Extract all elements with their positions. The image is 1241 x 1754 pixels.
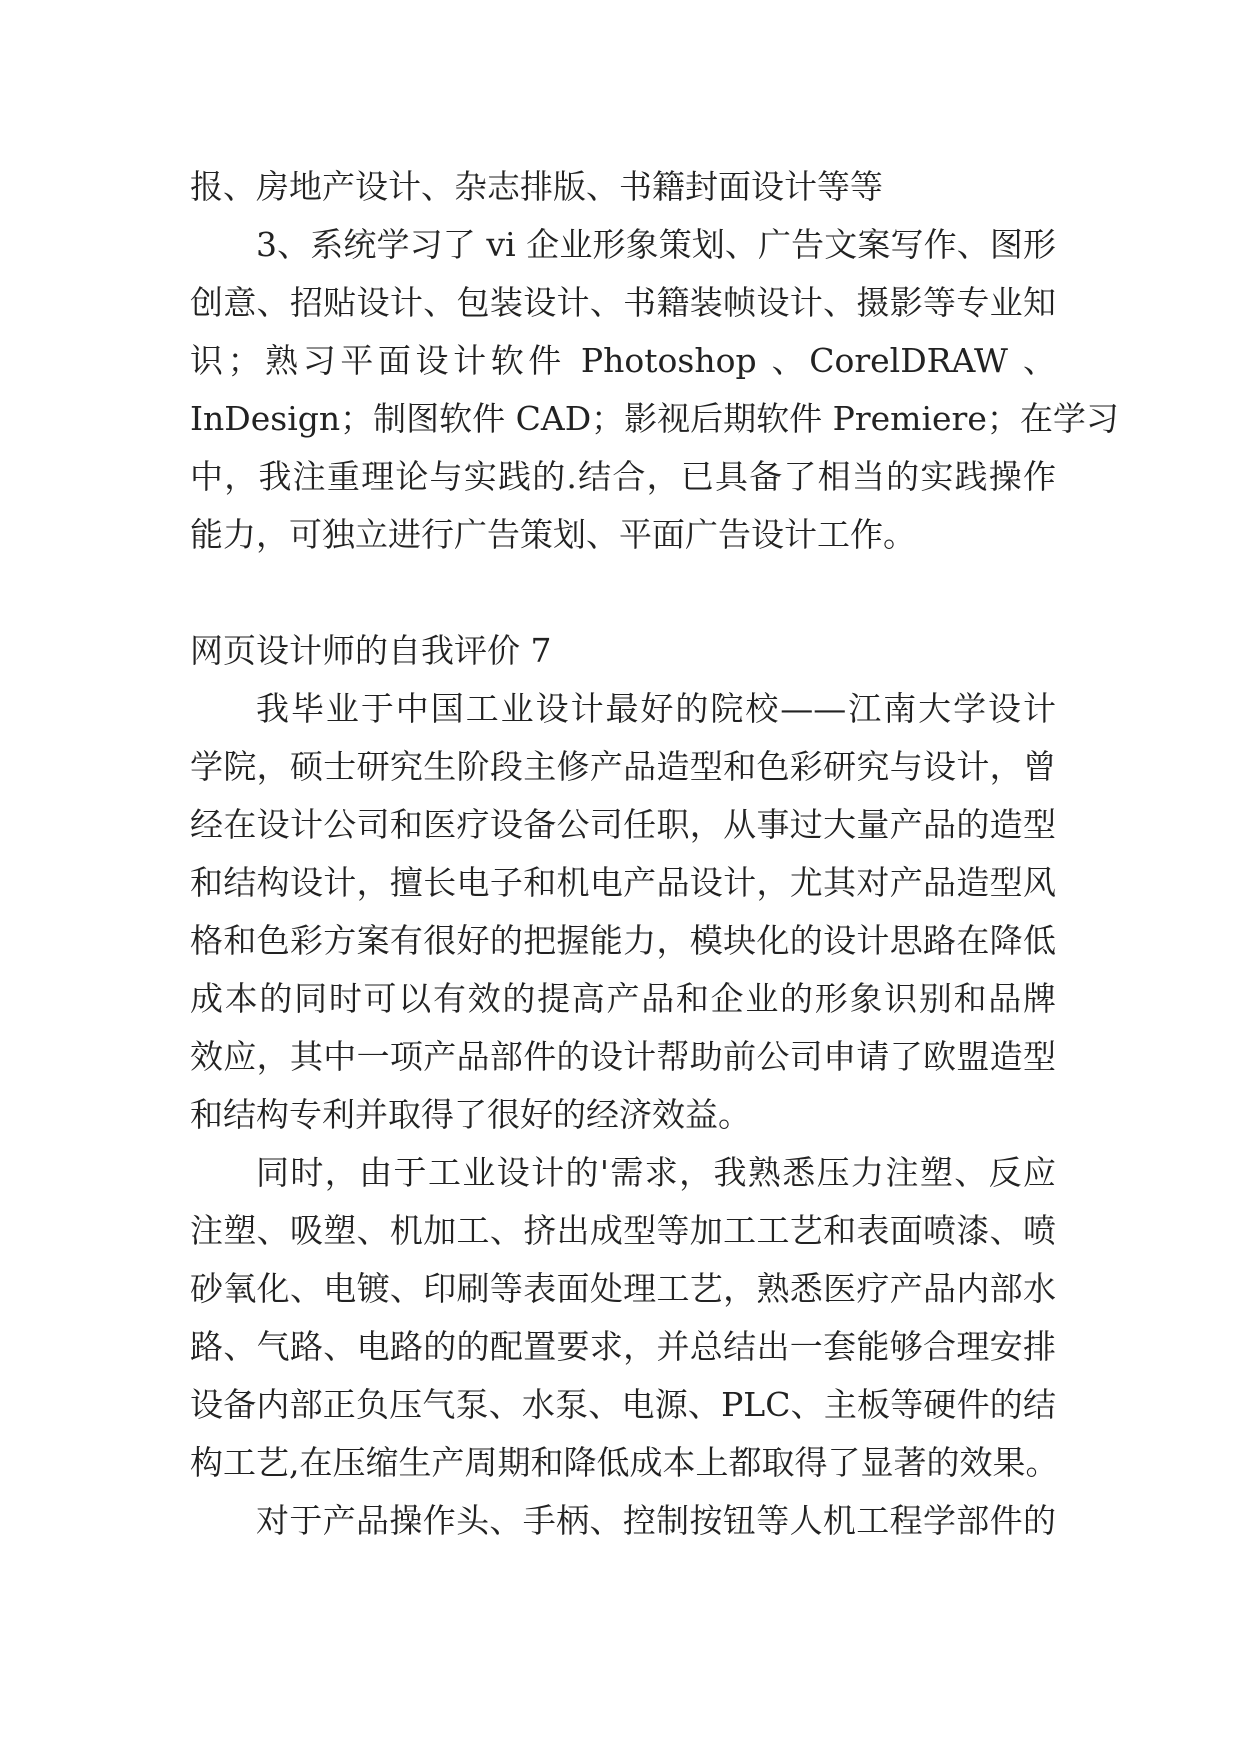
text-line: 格和色彩方案有很好的把握能力，模块化的设计思路在降低 <box>190 921 1056 960</box>
list-item-3 <box>190 216 1119 564</box>
text-line: 识；熟习平面设计软件 Photoshop 、CorelDRAW 、 <box>190 341 1056 380</box>
section-heading: 网页设计师的自我评价 7 <box>190 631 552 670</box>
text-line: 砂氧化、电镀、印刷等表面处理工艺，熟悉医疗产品内部水 <box>190 1269 1056 1308</box>
paragraph-2 <box>190 1144 1059 1492</box>
text-line: 经在设计公司和医疗设备公司任职，从事过大量产品的造型 <box>190 805 1056 844</box>
text-line: 效应，其中一项产品部件的设计帮助前公司申请了欧盟造型 <box>190 1037 1056 1076</box>
text-line: 学院，硕士研究生阶段主修产品造型和色彩研究与设计，曾 <box>190 747 1056 786</box>
intro-fragment <box>190 158 1056 216</box>
text-line: 构工艺,在压缩生产周期和降低成本上都取得了显著的效果。 <box>190 1443 1059 1482</box>
paragraph-1 <box>190 680 1056 1144</box>
text-line: 3、系统学习了 vi 企业形象策划、广告文案写作、图形 <box>256 225 1056 264</box>
text-line: 注塑、吸塑、机加工、挤出成型等加工工艺和表面喷漆、喷 <box>190 1211 1056 1250</box>
text-line: 对于产品操作头、手柄、控制按钮等人机工程学部件的 <box>256 1501 1056 1540</box>
text-line: 我毕业于中国工业设计最好的院校——江南大学设计 <box>256 689 1056 728</box>
text-line: 设备内部正负压气泵、水泵、电源、PLC、主板等硬件的结 <box>190 1385 1056 1424</box>
paragraph-gap <box>190 564 1056 622</box>
document-body <box>190 158 1119 1550</box>
text-line: 同时，由于工业设计的'需求，我熟悉压力注塑、反应 <box>256 1153 1056 1192</box>
text-line: 中，我注重理论与实践的.结合，已具备了相当的实践操作 <box>190 457 1056 496</box>
text-line: 和结构专利并取得了很好的经济效益。 <box>190 1095 751 1134</box>
text-line: 创意、招贴设计、包装设计、书籍装帧设计、摄影等专业知 <box>190 283 1056 322</box>
text-line: 能力，可独立进行广告策划、平面广告设计工作。 <box>190 515 916 554</box>
text-line: 和结构设计，擅长电子和机电产品设计，尤其对产品造型风 <box>190 863 1056 902</box>
text-line: 报、房地产设计、杂志排版、书籍封面设计等等 <box>190 167 883 206</box>
paragraph-3 <box>190 1492 1056 1550</box>
text-line: 成本的同时可以有效的提高产品和企业的形象识别和品牌 <box>190 979 1056 1018</box>
text-line: InDesign；制图软件 CAD；影视后期软件 Premiere；在学习 <box>190 399 1119 438</box>
text-line: 路、气路、电路的的配置要求，并总结出一套能够合理安排 <box>190 1327 1056 1366</box>
